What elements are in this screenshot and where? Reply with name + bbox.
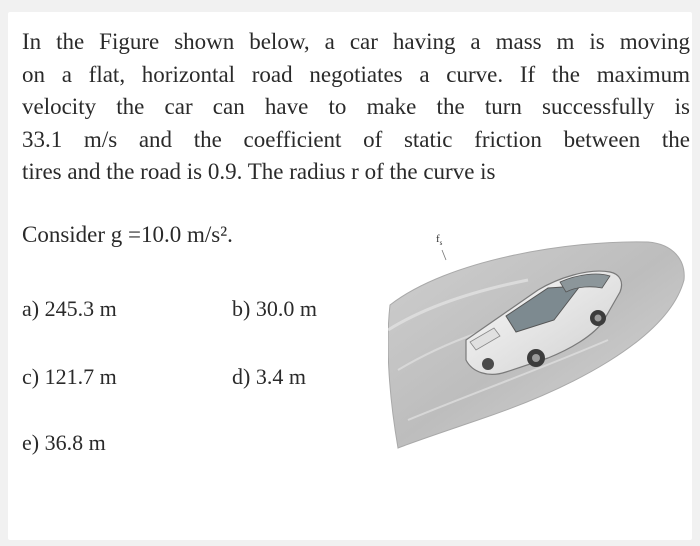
option-e[interactable]: e) 36.8 m (22, 430, 106, 455)
question-line-2: on a flat, horizontal road negotiates a curve. If the maximum (22, 61, 690, 87)
question-text (22, 26, 690, 189)
option-d[interactable]: d) 3.4 m (232, 364, 306, 389)
car-on-curve-figure (388, 220, 688, 460)
question-line-5: tires and the road is 0.9. The radius r of the curve is (22, 159, 496, 184)
question-line-3: velocity the car can have to make the turn successfully is (22, 94, 690, 119)
option-a[interactable]: a) 245.3 m (22, 296, 117, 321)
option-c[interactable]: c) 121.7 m (22, 364, 117, 389)
question-line-4: 33.1 m/s and the coefficient of static friction between the (22, 126, 690, 152)
given-gravity-note: Consider g =10.0 m/s². (22, 222, 233, 247)
question-line-1: In the Figure shown below, a car having a mass m is moving (22, 29, 690, 54)
option-b[interactable]: b) 30.0 m (232, 296, 317, 321)
friction-force-label: $f_s$ (436, 233, 443, 247)
question-card (8, 12, 692, 540)
